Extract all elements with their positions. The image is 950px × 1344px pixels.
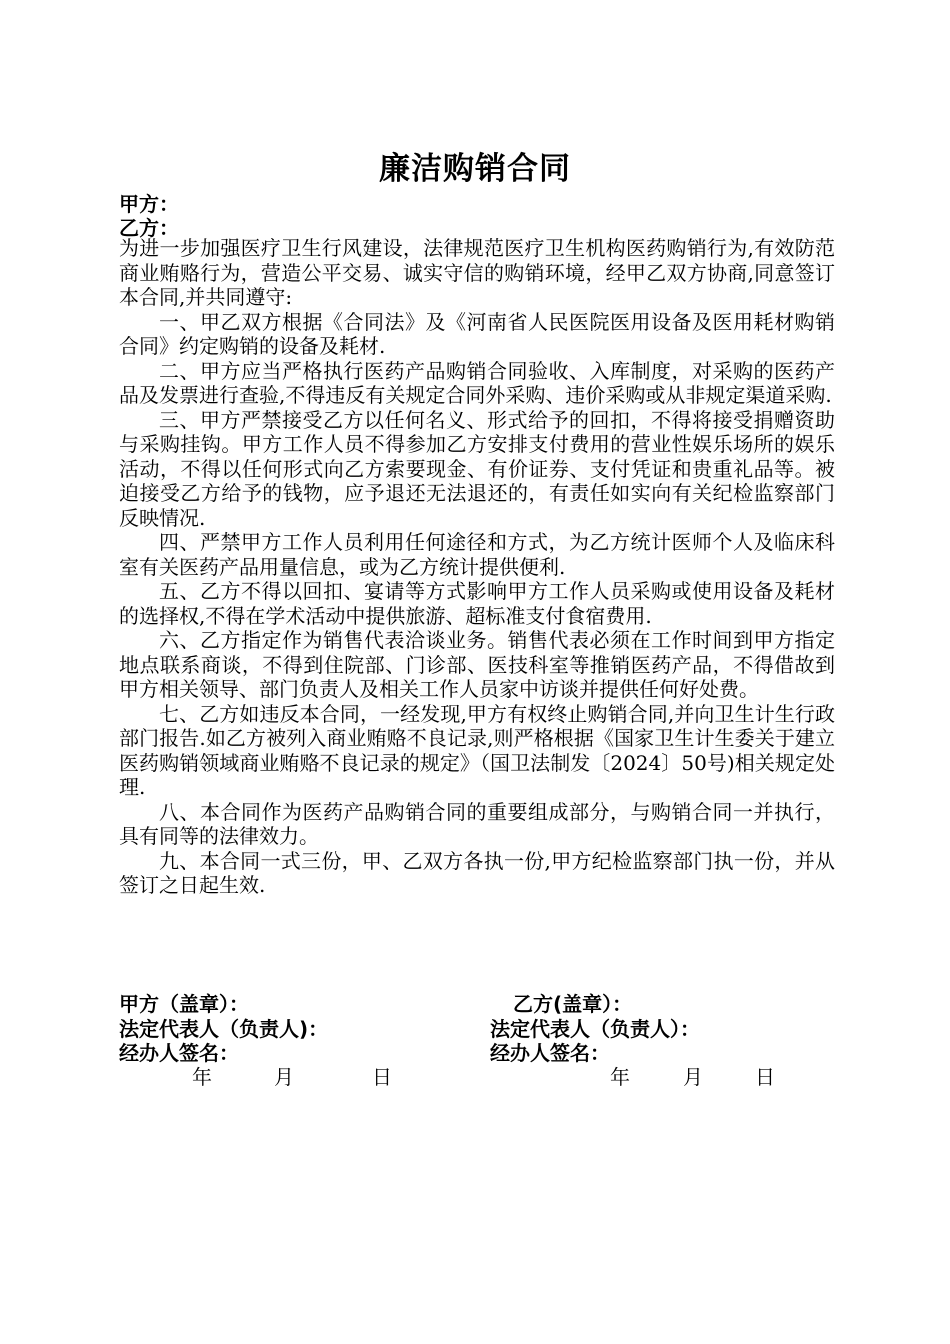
- clause-1: 一、甲乙双方根据《合同法》及《河南省人民医院医用设备及医用耗材购销合同》约定购销的设备及耗材.: [119, 309, 835, 358]
- party-b-seal-label: 乙方(盖章）：: [513, 992, 633, 1016]
- party-b-representative-label: 法定代表人（负责人）：: [490, 1017, 700, 1041]
- party-a-date-year: 年: [192, 1065, 212, 1089]
- clause-7: 七、乙方如违反本合同，一经发现,甲方有权终止购销合同,并向卫生计生行政部门报告.如乙方被列入商业贿赂不良记录,则严格根据《国家卫生计生委关于建立医药购销领域商业贿赂不良记录的规定》（国卫法制发〔2024〕50号)相关规定处理.: [119, 701, 835, 799]
- party-a-date-month: 月: [274, 1065, 294, 1089]
- clause-5: 五、乙方不得以回扣、宴请等方式影响甲方工作人员采购或使用设备及耗材的选择权,不得在学术活动中提供旅游、超标准支付食宿费用.: [119, 579, 835, 628]
- party-a-handler-label: 经办人签名：: [119, 1041, 239, 1065]
- clause-6: 六、乙方指定作为销售代表洽谈业务。销售代表必须在工作时间到甲方指定地点联系商谈，不得到住院部、门诊部、医技科室等推销医药产品，不得借故到甲方相关领导、部门负责人及相关工作人员家中访谈并提供任何好处费。: [119, 628, 835, 701]
- clause-4: 四、严禁甲方工作人员利用任何途径和方式，为乙方统计医师个人及临床科室有关医药产品用量信息，或为乙方统计提供便利.: [119, 530, 835, 579]
- party-b-handler-label: 经办人签名：: [490, 1041, 610, 1065]
- party-b-date-month: 月: [683, 1065, 703, 1089]
- party-a-date-day: 日: [372, 1065, 392, 1089]
- party-a-seal-label: 甲方（盖章）：: [119, 992, 249, 1016]
- party-a-label: 甲方：: [119, 192, 179, 216]
- clause-3: 三、甲方严禁接受乙方以任何名义、形式给予的回扣，不得将接受捐赠资助与采购挂钩。甲方工作人员不得参加乙方安排支付费用的营业性娱乐场所的娱乐活动，不得以任何形式向乙方索要现金、有价证券、支付凭证和贵重礼品等。被迫接受乙方给予的钱物，应予退还无法退还的，有责任如实向有关纪检监察部门反映情况.: [119, 407, 835, 530]
- party-b-date-day: 日: [755, 1065, 775, 1089]
- document-title: 廉洁购销合同: [379, 151, 571, 187]
- party-b-date-year: 年: [610, 1065, 630, 1089]
- party-b-label: 乙方：: [119, 216, 179, 240]
- clause-9: 九、本合同一式三份，甲、乙双方各执一份,甲方纪检监察部门执一份，并从签订之日起生效.: [119, 848, 835, 897]
- clause-8: 八、本合同作为医药产品购销合同的重要组成部分，与购销合同一并执行，具有同等的法律效力。: [119, 799, 835, 848]
- clause-2: 二、甲方应当严格执行医药产品购销合同验收、入库制度，对采购的医药产品及发票进行查验,不得违反有关规定合同外采购、违价采购或从非规定渠道采购.: [119, 358, 835, 407]
- contract-body: [119, 236, 835, 898]
- preamble-paragraph: 为进一步加强医疗卫生行风建设，法律规范医疗卫生机构医药购销行为,有效防范商业贿赂行为，营造公平交易、诚实守信的购销环境，经甲乙双方协商,同意签订本合同,并共同遵守:: [119, 236, 835, 309]
- party-a-representative-label: 法定代表人（负责人)：: [119, 1017, 329, 1041]
